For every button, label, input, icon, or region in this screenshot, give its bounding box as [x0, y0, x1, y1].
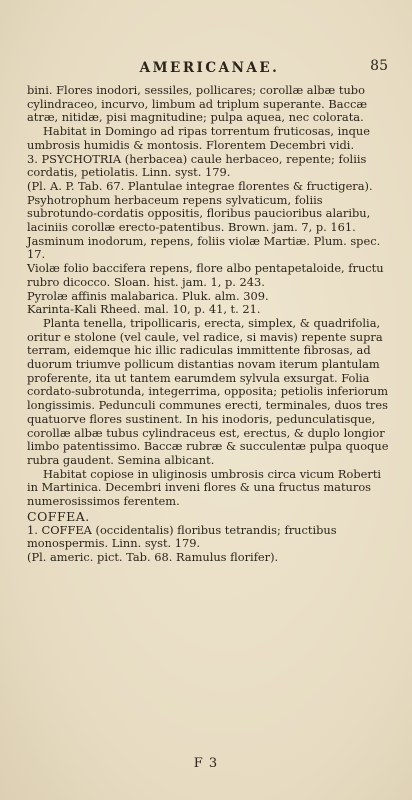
- text-line: 3. PSYCHOTRIA (herbacea) caule herbaceo, repente; foliis cordatis, petiolatis. Linn. syst. 179.: [27, 151, 367, 180]
- page-header: [27, 58, 392, 84]
- running-title: AMERICANAE.: [139, 60, 280, 76]
- text-line: Karinta-Kali Rheed. mal. 10, p. 41, t. 21.: [27, 302, 261, 317]
- text-line: Planta tenella, tripollicaris, erecta, simplex, & quadrifolia, oritur e stolone (vel caule, vel radice, si mavis) repente supra terram, eidemque hic illic radiculas immittente fibrosas, ad duorum triumve pollicum distantias novam iterum plantulam proferente, ita ut tantem earumdem sylvula exsurgat. Folia cordato-subrotunda, integerrima, opposita; petiolis inferiorum longissimis. Pedunculi communes erecti, terminales, duos tres quatuorve flores sustinent. In his inodoris, pedunculatisque, corollæ albæ tubus cylindraceus est, erectus, & duplo longior limbo patentissimo. Baccæ rubræ & succulentæ pulpa quoque rubra gaudent. Semina albicant.: [27, 315, 389, 467]
- genus-heading: COFFEA.: [27, 508, 90, 524]
- text-line: Habitat copiose in uliginosis umbrosis circa vicum Roberti in Martinica. Decembri inveni flores & una fructus maturos numerosissimos ferentem.: [27, 466, 382, 509]
- page-number: 85: [370, 58, 388, 74]
- text-line: Psyhotrophum herbaceum repens sylvaticum, foliis subrotundo-cordatis oppositis, floribus paucioribus alaribu, laciniis corollæ erecto-patentibus. Brown. jam. 7, p. 161.: [27, 192, 371, 235]
- text-line: Habitat in Domingo ad ripas torrentum fruticosas, inque umbrosis humidis & montosis. Florentem Decembri vidi.: [27, 124, 370, 152]
- text-line: (Pl. A. P. Tab. 67. Plantulae integrae florentes & fructigera).: [27, 178, 373, 193]
- signature-mark: F 3: [193, 756, 219, 771]
- text-line: (Pl. americ. pict. Tab. 68. Ramulus florifer).: [27, 549, 279, 564]
- text-line: Pyrolæ affinis malabarica. Pluk. alm. 309.: [27, 288, 269, 303]
- text-line: Jasminum inodorum, repens, foliis violæ Martiæ. Plum. spec. 17.: [27, 233, 381, 262]
- text-line: bini. Flores inodori, sessiles, pollicares; corollæ albæ tubo cylindraceo, incurvo, limbum ad triplum superante. Baccæ atræ, nitidæ, pisi magnitudine; pulpa aquea, nec colorata.: [27, 83, 368, 125]
- text-line: Violæ folio baccifera repens, flore albo pentapetaloide, fructu rubro dicocco. Sloan. hist. jam. 1, p. 243.: [27, 261, 384, 289]
- body-text: [27, 84, 392, 565]
- text-line: 1. COFFEA (occidentalis) floribus tetrandis; fructibus monospermis. Linn. syst. 179.: [27, 522, 337, 551]
